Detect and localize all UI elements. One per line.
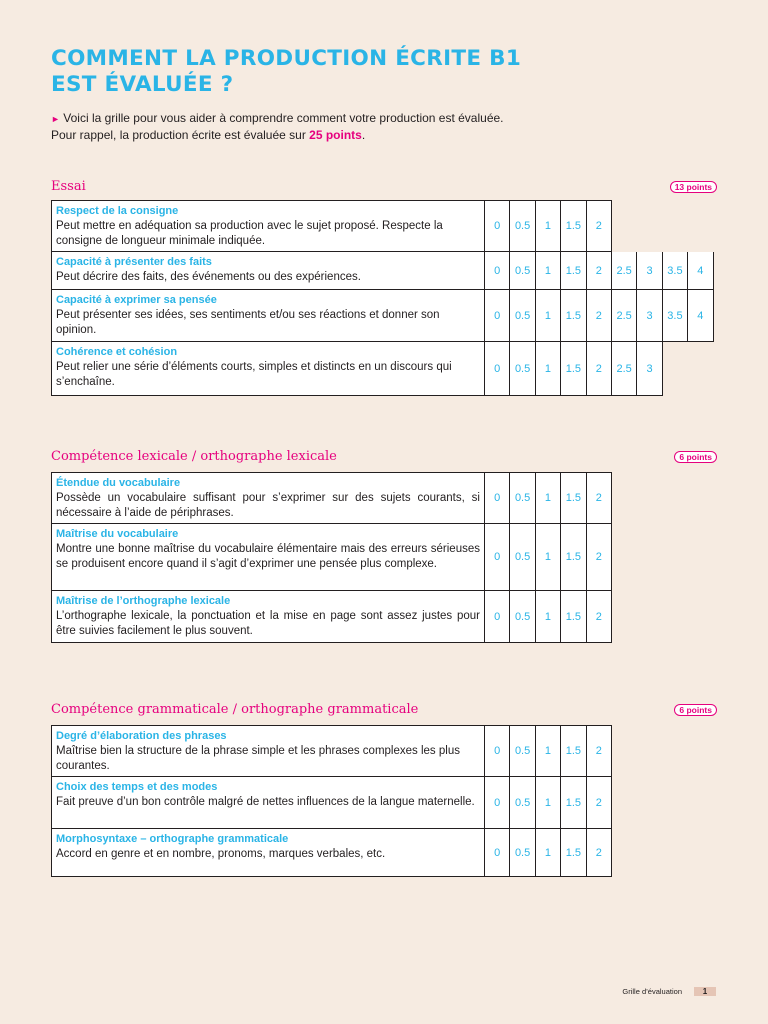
score-cells (485, 290, 714, 342)
score-cell: 2.5 (612, 342, 637, 396)
score-cell: 0.5 (510, 290, 535, 342)
score-cell: 2.5 (612, 290, 637, 342)
score-cell: 2 (587, 777, 612, 829)
score-cell: 1.5 (561, 200, 586, 252)
score-cell: 0 (485, 342, 510, 396)
criterion-description (51, 200, 485, 252)
criterion-title: Choix des temps et des modes (56, 781, 218, 793)
score-cell: 0.5 (510, 342, 535, 396)
score-cell: 0.5 (510, 725, 535, 777)
criterion-title: Capacité à exprimer sa pensée (56, 294, 217, 306)
criterion-title: Capacité à présenter des faits (56, 256, 212, 268)
score-cell: 0 (485, 472, 510, 524)
score-cell: 3.5 (663, 252, 688, 290)
intro-line-2-post: . (361, 128, 366, 142)
criterion-title: Maîtrise du vocabulaire (56, 528, 179, 540)
criterion-description (51, 472, 485, 524)
criterion-description (51, 591, 485, 643)
score-cells (485, 252, 714, 290)
score-cell: 0 (485, 591, 510, 643)
score-cell: 0.5 (510, 200, 535, 252)
criterion-title: Étendue du vocabulaire (56, 477, 181, 489)
section-title: Essai (51, 179, 86, 194)
intro-line-1: Voici la grille pour vous aider à comprendre comment votre production est évaluée. (63, 111, 504, 125)
criterion-text: Accord en genre et en nombre, pronoms, marques verbales, etc. (56, 848, 386, 860)
score-cell: 0 (485, 829, 510, 877)
score-cell: 0.5 (510, 591, 535, 643)
score-cell: 4 (688, 252, 713, 290)
score-cell: 3 (637, 290, 662, 342)
criterion-description (51, 290, 485, 342)
score-cell: 1 (536, 342, 561, 396)
score-cell: 0 (485, 290, 510, 342)
score-cell: 0.5 (510, 829, 535, 877)
score-cell: 2 (587, 290, 612, 342)
score-cell: 1.5 (561, 342, 586, 396)
criterion-description (51, 829, 485, 877)
score-cells (485, 524, 612, 591)
score-cell: 2 (587, 342, 612, 396)
title-line-2: EST ÉVALUÉE ? (51, 72, 234, 97)
score-cells (485, 342, 663, 396)
score-cell: 1 (536, 829, 561, 877)
criterion-description (51, 252, 485, 290)
score-cell: 0.5 (510, 472, 535, 524)
criterion-text: Peut présenter ses idées, ses sentiments et/ou ses réactions et donner son opinion. (56, 309, 440, 336)
score-cell: 0.5 (510, 252, 535, 290)
score-cell: 1.5 (561, 777, 586, 829)
score-cell: 1 (536, 290, 561, 342)
criterion-text: Maîtrise bien la structure de la phrase simple et les phrases complexes les plus courantes. (56, 745, 460, 772)
score-cell: 2 (587, 472, 612, 524)
score-cell: 2 (587, 524, 612, 591)
score-cell: 1 (536, 252, 561, 290)
score-cell: 2 (587, 200, 612, 252)
points-badge: 6 points (674, 704, 717, 716)
score-cell: 0 (485, 777, 510, 829)
score-cell: 1 (536, 725, 561, 777)
score-cell: 1 (536, 200, 561, 252)
title-line-1: COMMENT LA PRODUCTION ÉCRITE B1 (51, 46, 522, 71)
score-cell: 0 (485, 252, 510, 290)
score-cells (485, 472, 612, 524)
page-number: 1 (694, 987, 716, 996)
score-cell: 1.5 (561, 829, 586, 877)
score-cell: 0 (485, 200, 510, 252)
score-cell: 1 (536, 524, 561, 591)
score-cell: 2.5 (612, 252, 637, 290)
score-cells (485, 725, 612, 777)
points-badge: 13 points (670, 181, 717, 193)
score-cell: 2 (587, 725, 612, 777)
criterion-description (51, 777, 485, 829)
score-cell: 1.5 (561, 524, 586, 591)
criterion-text: Fait preuve d’un bon contrôle malgré de nettes influences de la langue maternelle. (56, 796, 475, 808)
criterion-description (51, 524, 485, 591)
score-cell: 2 (587, 829, 612, 877)
criterion-title: Respect de la consigne (56, 205, 179, 217)
criterion-text: Montre une bonne maîtrise du vocabulaire élémentaire mais des erreurs sérieuses se produisent encore quand il s’agit d’exprimer une pensée plus complexe. (56, 543, 480, 570)
criterion-title: Degré d’élaboration des phrases (56, 730, 227, 742)
score-cell: 1 (536, 777, 561, 829)
score-cell: 1 (536, 472, 561, 524)
intro-line-2-pre: Pour rappel, la production écrite est évaluée sur (51, 128, 310, 142)
criterion-title: Cohérence et cohésion (56, 346, 178, 358)
score-cell: 1.5 (561, 472, 586, 524)
score-cell: 0 (485, 725, 510, 777)
criterion-text: L’orthographe lexicale, la ponctuation et la mise en page sont assez justes pour être suivies facilement le plus souvent. (56, 610, 480, 637)
score-cell: 1.5 (561, 725, 586, 777)
score-cell: 1 (536, 591, 561, 643)
criterion-title: Morphosyntaxe – orthographe grammaticale (56, 833, 289, 845)
score-cell: 3.5 (663, 290, 688, 342)
section-title: Compétence lexicale / orthographe lexicale (51, 449, 337, 464)
score-cell: 1.5 (561, 290, 586, 342)
criterion-description (51, 725, 485, 777)
criterion-text: Possède un vocabulaire suffisant pour s’exprimer sur des sujets courants, si nécessaire à l’aide de périphrases. (56, 492, 480, 519)
intro (51, 110, 651, 143)
criterion-text: Peut mettre en adéquation sa production avec le sujet proposé. Respecte la consigne de longueur minimale indiquée. (56, 220, 443, 247)
criterion-text: Peut décrire des faits, des événements ou des expériences. (56, 271, 361, 283)
total-points: 25 points (309, 128, 362, 142)
footer-label: Grille d’évaluation (622, 987, 682, 996)
section-title: Compétence grammaticale / orthographe grammaticale (51, 702, 419, 717)
score-cells (485, 829, 612, 877)
criterion-title: Maîtrise de l’orthographe lexicale (56, 595, 231, 607)
score-cell: 0.5 (510, 777, 535, 829)
criterion-description (51, 342, 485, 396)
score-cell: 2 (587, 591, 612, 643)
score-cells (485, 200, 612, 252)
criterion-text: Peut relier une série d’éléments courts, simples et distincts en un discours qui s’enchaîne. (56, 361, 452, 388)
score-cells (485, 591, 612, 643)
score-cell: 4 (688, 290, 713, 342)
score-cell: 3 (637, 252, 662, 290)
score-cell: 0 (485, 524, 510, 591)
score-cell: 1.5 (561, 591, 586, 643)
score-cell: 3 (637, 342, 662, 396)
score-cell: 0.5 (510, 524, 535, 591)
footer (622, 987, 716, 996)
page-title (51, 46, 521, 98)
bullet-arrow-icon: ► (51, 114, 60, 124)
score-cell: 1.5 (561, 252, 586, 290)
score-cells (485, 777, 612, 829)
points-badge: 6 points (674, 451, 717, 463)
score-cell: 2 (587, 252, 612, 290)
